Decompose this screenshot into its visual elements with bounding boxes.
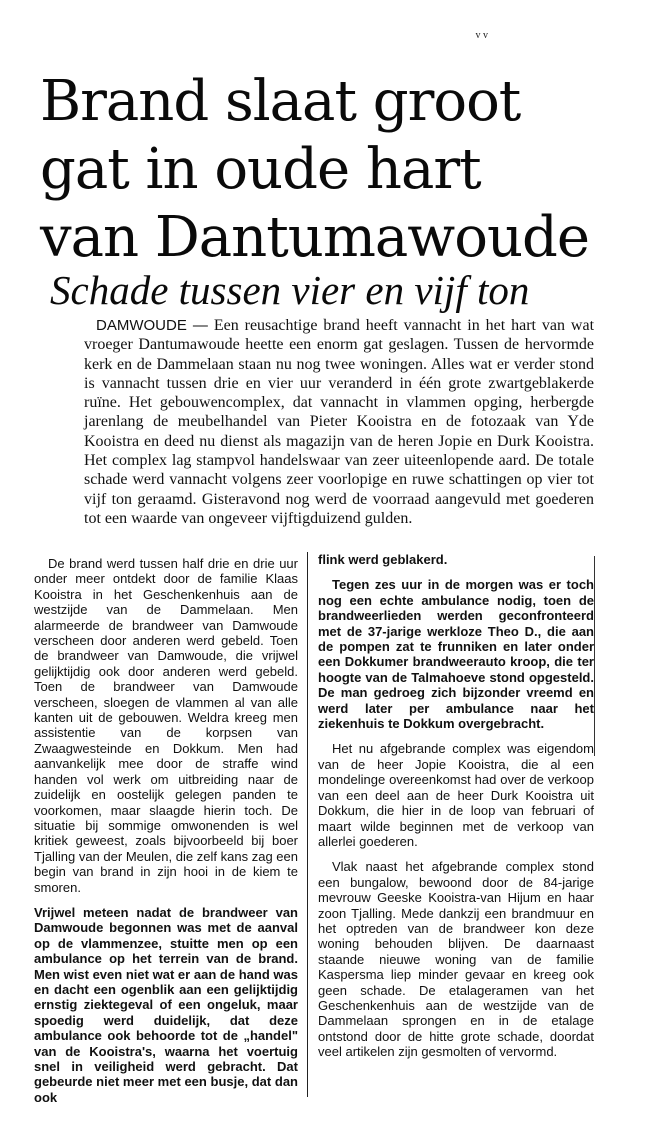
right-paragraph-2: Tegen zes uur in de morgen was er toch nog een echte ambulance nodig, toen de brandweerlieden werden geconfronteerd met de 37-jarige werkloze Theo D., die aan de pompen zat te frunniken en later onder een Dokkumer brandweerauto kroop, die ter hoogte van de Talmahoeve stond opgesteld. De man gedroeg zich bijzonder vreemd en werd later per ambulance naar het ziekenhuis te Dokkum overgebracht.: [318, 577, 594, 732]
subheadline: Schade tussen vier en vijf ton: [50, 267, 530, 313]
headline: Brand slaat groot gat in oude hart van Dantumawoude: [40, 68, 590, 270]
lead-paragraph: [84, 316, 594, 528]
left-paragraph-1: De brand werd tussen half drie en drie uur onder meer ontdekt door de familie Klaas Kooistra in het Geschenkenhuis aan de westzijde van de Dammelaan. Men alarmeerde de brandweer van Damwoude verscheen door anderen werd gebeld. Toen de brandweer van Damwoude, die vrijwel gelijktijdig ook door anderen werd gebeld. Toen de brandweer van Damwoude verscheen, sloegen de vlammen al van alle kanten uit de gebouwen. Weldra kreeg men assistentie van de korpsen van Zwaagwesteinde en Dokkum. Men had aanvankelijk mee door de straffe wind handen vol werk om uitbreiding naar de zuidelijk en oostelijk gelegen panden te voorkomen, maar slaagde hierin toch. De situatie bij sommige omwonenden is wel kritiek geweest, zoals bijvoorbeeld bij boer Tjalling van der Meulen, die zelf kans zag een begin van brand in zijn hooi in de kiem te smoren.: [34, 556, 298, 895]
lead-body: Een reusachtige brand heeft vannacht in het hart van wat vroeger Dantumawoude heette een enorm gat geslagen. Tussen de hervormde kerk en de Dammelaan staan nu nog twee woningen. Alles wat er verder stond is vannacht tussen drie en vier uur veranderd in één grote zwartgeblakerde ruïne. Het gebouwencomplex, dat vannacht in vlammen opging, herbergde jarenlang de meubelhandel van Pieter Kooistra en de fotozaak van Yde Kooistra en deed nu dienst als magazijn van de heren Jopie en Durk Kooistra. Het complex lag stampvol handelswaar van zeer uiteenlopende aard. De totale schade werd vannacht volgens zeer voorlopige en ruwe schattingen op vier tot vijf ton geraamd. Gisteravond nog werd de voorraad aangevuld met goederen tot een waarde van ongeveer vijftigduizend gulden.: [84, 317, 595, 527]
right-column: [318, 552, 594, 1070]
corner-mark: v v: [475, 30, 488, 41]
right-paragraph-1: flink werd geblakerd.: [318, 552, 448, 567]
column-divider: [307, 552, 308, 1097]
right-paragraph-4: Vlak naast het afgebrande complex stond een bungalow, bewoond door de 84-jarige mevrouw Geeske Kooistra-van Hijum en haar zoon Tjalling. Mede dankzij een brandmuur en het optreden van de brandweer kon deze woning behouden blijven. De daarnaast staande nieuwe woning van de familie Kaspersma liep minder gevaar en kreeg ook geen schade. De etalageramen van het Geschenkenhuis aan de westzijde van de Dammelaan sprongen en in de etalage ontstond door de hitte grote schade, doordat veel artikelen zijn gesmolten of vervormd.: [318, 859, 594, 1060]
dateline: DAMWOUDE —: [96, 317, 208, 334]
right-paragraph-3: Het nu afgebrande complex was eigendom van de heer Jopie Kooistra, die al een mondelinge overeenkomst had over de verkoop van een deel aan de heer Durk Kooistra uit Dokkum, die hier in de loop van februari of maart wilde beginnen met de verkoop van allerlei goederen.: [318, 741, 594, 849]
box-border-right: [594, 556, 595, 756]
left-paragraph-2: Vrijwel meteen nadat de brandweer van Damwoude begonnen was met de aanval op de vlammenzee, stuitte men op een ambulance op het terrein van de brand. Men wist even niet wat er aan de hand was en dacht een ogenblik aan een gelijktijdig ernstig ziektegeval of een ongeluk, maar spoedig werd duidelijk, dat deze ambulance ook behoorde tot de „handel" van de Kooistra's, waarna het voertuig snel in veiligheid werd gebracht. Dat gebeurde niet meer met een busje, dat dan ook: [34, 904, 298, 1105]
left-column: [34, 556, 298, 1115]
